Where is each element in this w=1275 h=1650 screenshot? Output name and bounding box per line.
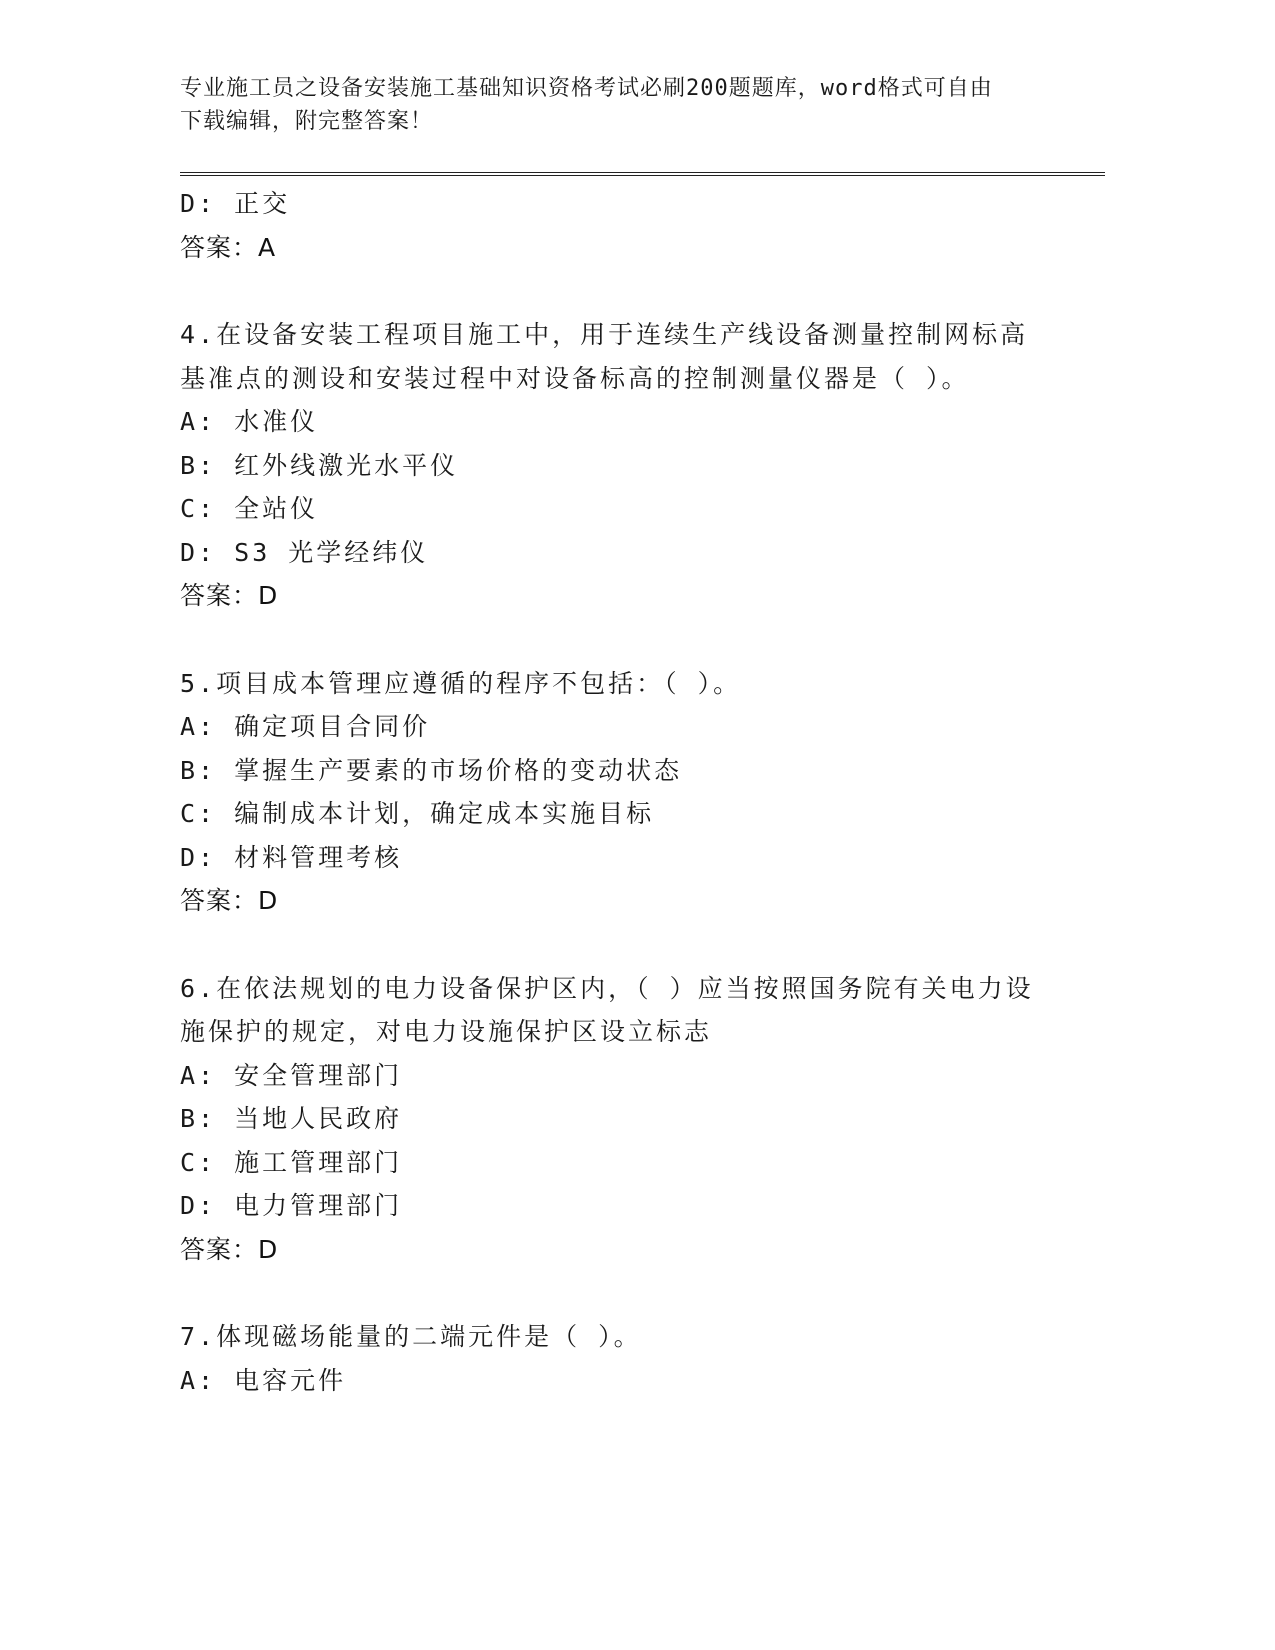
question-3 xyxy=(180,182,1060,269)
q6-text-line-1: 6.在依法规划的电力设备保护区内，（ ）应当按照国务院有关电力设 xyxy=(180,973,1034,1003)
header-divider xyxy=(180,172,1105,176)
q7-text-line-1: 7.体现磁场能量的二端元件是（ ）。 xyxy=(180,1322,642,1351)
q5-option-b: B: 掌握生产要素的市场价格的变动状态 xyxy=(180,755,683,785)
q3-option-d: D: 正交 xyxy=(180,189,291,218)
q5-text-line-1: 5.项目成本管理应遵循的程序不包括：（ ）。 xyxy=(180,668,742,698)
spacer xyxy=(180,618,1060,662)
q4-option-b: B: 红外线激光水平仪 xyxy=(180,450,459,480)
header-title-line-2: 下载编辑，附完整答案！ xyxy=(180,109,434,134)
q5-option-a: A: 确定项目合同价 xyxy=(180,712,431,741)
q4-option-d: D: S3 光学经纬仪 xyxy=(180,537,429,567)
spacer xyxy=(180,923,1060,967)
q6-option-c: C: 施工管理部门 xyxy=(180,1147,403,1177)
q4-option-a: A: 水准仪 xyxy=(180,407,319,436)
question-6 xyxy=(180,967,1060,1272)
question-7 xyxy=(180,1315,1060,1402)
document-header xyxy=(180,72,1060,138)
question-5 xyxy=(180,662,1060,923)
header-title-line-1: 专业施工员之设备安装施工基础知识资格考试必刷200题题库，word格式可自由 xyxy=(180,76,993,101)
q5-option-d: D: 材料管理考核 xyxy=(180,842,403,872)
spacer xyxy=(180,269,1060,313)
q6-option-d: D: 电力管理部门 xyxy=(180,1191,403,1220)
q4-answer: 答案：D xyxy=(180,581,279,610)
q6-option-b: B: 当地人民政府 xyxy=(180,1104,403,1133)
question-4 xyxy=(180,313,1060,618)
q4-text-line-2: 基准点的测设和安装过程中对设备标高的控制测量仪器是（ ）。 xyxy=(180,363,970,393)
q4-option-c: C: 全站仪 xyxy=(180,494,319,523)
q5-answer: 答案：D xyxy=(180,886,279,915)
question-list xyxy=(180,182,1060,1402)
q6-text-line-2: 施保护的规定，对电力设施保护区设立标志 xyxy=(180,1017,713,1046)
q5-option-c: C: 编制成本计划，确定成本实施目标 xyxy=(180,799,655,828)
q3-answer: 答案：A xyxy=(180,232,277,262)
q6-option-a: A: 安全管理部门 xyxy=(180,1060,403,1090)
spacer xyxy=(180,1271,1060,1315)
q4-text-line-1: 4.在设备安装工程项目施工中，用于连续生产线设备测量控制网标高 xyxy=(180,320,1029,349)
q6-answer: 答案：D xyxy=(180,1234,279,1264)
q7-option-a: A: 电容元件 xyxy=(180,1365,347,1395)
